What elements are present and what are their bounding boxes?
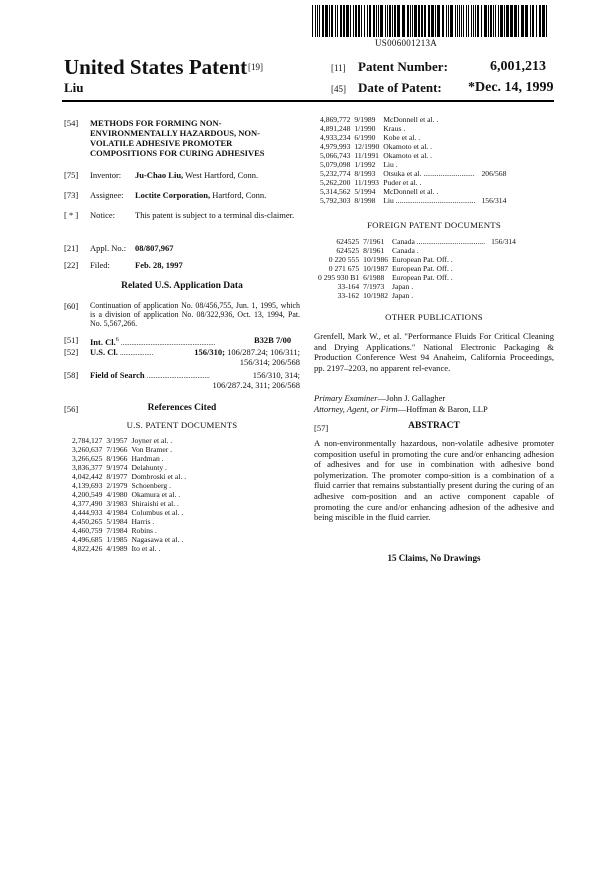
reference-class: [190, 454, 196, 463]
filed-label: Filed:: [90, 260, 110, 270]
reference-name: Otsuka et al. ...........................: [383, 169, 475, 178]
reference-number: 5,792,303: [320, 196, 351, 205]
foreign-heading: FOREIGN PATENT DOCUMENTS: [367, 220, 501, 230]
reference-number: 5,262,200: [320, 178, 351, 187]
reference-class: [479, 115, 510, 124]
reference-name: Joyner et al. .: [131, 436, 173, 445]
reference-number: 0 271 675: [328, 264, 360, 273]
reference-class: [479, 178, 510, 187]
reference-row: [320, 133, 510, 142]
us-refs-right-table: [320, 115, 510, 205]
primary-examiner-label: Primary Examiner: [314, 393, 378, 403]
reference-row: [318, 282, 520, 291]
reference-row: [72, 517, 196, 526]
reference-class: [489, 264, 520, 273]
reference-row: [320, 169, 510, 178]
reference-date: 4/1984: [106, 508, 128, 517]
reference-date: 1/1985: [106, 535, 128, 544]
inventor-location: West Hartford, Conn.: [185, 170, 259, 180]
reference-class: [190, 499, 196, 508]
reference-number: 3,266,625: [72, 454, 103, 463]
reference-name: Robins .: [131, 526, 157, 535]
reference-name: Japan .: [392, 291, 414, 300]
reference-date: 7/1966: [106, 445, 128, 454]
reference-row: [320, 196, 510, 205]
reference-date: 5/1984: [106, 517, 128, 526]
us-patent-heading: U.S. PATENT DOCUMENTS: [126, 420, 238, 430]
reference-row: [72, 481, 196, 490]
appl-label: Appl. No.:: [90, 243, 127, 253]
reference-name: European Pat. Off. .: [392, 264, 453, 273]
reference-row: [72, 499, 196, 508]
reference-date: 11/1991: [354, 151, 379, 160]
reference-class: [489, 273, 520, 282]
reference-class: 156/314: [491, 237, 516, 246]
other-publications-text: Grenfell, Mark W., et al. "Performance Fluids For Critical Cleaning and Drying Applications." National Electronic Packaging & Production Conference West 94 Anaheim, California Proceedings, pp. 2197–2203, no apparent rel-evance.: [314, 331, 554, 373]
field-45-code: [45]: [331, 84, 346, 94]
reference-class: [190, 436, 196, 445]
notice-label: Notice:: [90, 210, 116, 220]
reference-class: [190, 544, 196, 553]
reference-class: [489, 291, 520, 300]
reference-row: [72, 454, 196, 463]
patent-title: METHODS FOR FORMING NON-ENVIRONMENTALLY HAZARDOUS, NON-VOLATILE ADHESIVE PROMOTER COMPOSITIONS FOR CURING ADHESIVES: [90, 118, 265, 158]
reference-name: Liu .: [383, 160, 398, 169]
abstract-code: [57]: [314, 423, 329, 433]
reference-class: [190, 508, 196, 517]
reference-date: 1/1992: [354, 160, 376, 169]
reference-number: 0 220 555: [328, 255, 360, 264]
search-value1: 156/310, 314;: [252, 370, 300, 380]
uscl-label: U.S. Cl.: [90, 347, 118, 357]
reference-row: [72, 445, 196, 454]
reference-class: [190, 481, 196, 490]
barcode-number: US006001213A: [375, 38, 438, 48]
reference-date: 8/1977: [106, 472, 128, 481]
notice-code: [ * ]: [64, 210, 79, 220]
title-code: [54]: [64, 118, 79, 128]
reference-class: 206/568: [481, 169, 507, 178]
inventor-surname: Liu: [64, 80, 84, 95]
reference-class: 156/314: [481, 196, 507, 205]
reference-number: 33-164: [337, 282, 360, 291]
reference-row: [318, 255, 520, 264]
reference-number: 3,260,637: [72, 445, 103, 454]
reference-date: 7/1984: [106, 526, 128, 535]
reference-number: 624525: [336, 246, 360, 255]
reference-name: European Pat. Off. .: [392, 255, 453, 264]
attorney-name: —Hoffman & Baron, LLP: [397, 404, 488, 414]
assignee-name: Loctite Corporation,: [135, 190, 211, 200]
reference-name: Ito et al. .: [131, 544, 161, 553]
reference-number: 4,377,490: [72, 499, 103, 508]
reference-row: [318, 264, 520, 273]
uscl-code: [52]: [64, 347, 79, 357]
reference-row: [320, 124, 510, 133]
inventor-label: Inventor:: [90, 170, 122, 180]
reference-number: 4,042,442: [72, 472, 103, 481]
reference-date: 6/1988: [363, 273, 385, 282]
reference-row: [72, 463, 196, 472]
reference-date: 10/1987: [363, 264, 389, 273]
reference-class: [190, 535, 196, 544]
reference-number: 4,200,549: [72, 490, 103, 499]
reference-name: Okamoto et al. .: [383, 151, 432, 160]
reference-number: 5,079,098: [320, 160, 351, 169]
reference-name: Canada .: [392, 246, 419, 255]
reference-class: [190, 490, 196, 499]
other-publications-heading: OTHER PUBLICATIONS: [385, 312, 483, 322]
reference-row: [320, 187, 510, 196]
intcl-label: Int. Cl.: [90, 336, 116, 347]
reference-number: 0 295 930 B1: [318, 273, 360, 282]
field-11-code: [11]: [331, 63, 346, 73]
reference-date: 9/1974: [106, 463, 128, 472]
reference-name: McDonnell et al. .: [383, 115, 439, 124]
reference-name: Dombroski et al. .: [131, 472, 187, 481]
reference-date: 10/1982: [363, 291, 389, 300]
reference-date: 1/1990: [354, 124, 376, 133]
inventor-name: Ju-Chao Liu,: [135, 170, 184, 180]
reference-row: [72, 472, 196, 481]
foreign-refs-table: [318, 237, 520, 300]
reference-number: 2,784,127: [72, 436, 103, 445]
search-value2: 106/287.24, 311; 206/568: [212, 380, 300, 390]
reference-number: 4,139,693: [72, 481, 103, 490]
related-heading: Related U.S. Application Data: [121, 281, 243, 291]
uscl-value-main: 156/310;: [194, 347, 225, 357]
reference-date: 11/1993: [354, 178, 379, 187]
reference-number: 4,979,993: [320, 142, 351, 151]
abstract-text: A non-environmentally hazardous, non-volatile adhesive promoter composition useful in promoting the cure and/or enhancing adhesion of adhesives and for use in combination with adhesive bond polymerization. The promoter compo-sition is a combination of a fluid carrier that remains substantially present during the curing of an adhesive com-position and an active component capable of promoting the cure and/or enhancing adhesion of the adhesive and being miscible in the fluid carrier.: [314, 438, 554, 523]
assignee-code: [73]: [64, 190, 79, 200]
appl-number: 08/807,967: [135, 243, 174, 253]
reference-class: [479, 124, 510, 133]
reference-number: 624525: [336, 237, 360, 246]
reference-date: 7/1961: [363, 237, 385, 246]
related-code: [60]: [64, 301, 79, 311]
search-label: Field of Search: [90, 370, 145, 380]
reference-name: Hardman .: [131, 454, 164, 463]
reference-row: [72, 436, 196, 445]
country-title: United States Patent: [64, 55, 248, 79]
reference-number: 4,450,265: [72, 517, 103, 526]
reference-number: 4,496,685: [72, 535, 103, 544]
barcode: [312, 5, 550, 37]
reference-name: Nagasawa et al. .: [131, 535, 184, 544]
notice-text: This patent is subject to a terminal dis-claimer.: [135, 210, 295, 220]
reference-row: [320, 142, 510, 151]
reference-number: 4,933,234: [320, 133, 351, 142]
reference-date: 4/1989: [106, 544, 128, 553]
reference-date: 3/1957: [106, 436, 128, 445]
reference-date: 3/1983: [106, 499, 128, 508]
reference-row: [318, 237, 520, 246]
reference-name: Schoenberg .: [131, 481, 171, 490]
claims-summary: 15 Claims, No Drawings: [387, 553, 481, 563]
header-rule: [62, 100, 554, 102]
reference-name: Von Bramer .: [131, 445, 173, 454]
appl-code: [21]: [64, 243, 79, 253]
patent-number: 6,001,213: [490, 59, 546, 74]
assignee-location: Hartford, Conn.: [212, 190, 267, 200]
reference-number: 4,444,933: [72, 508, 103, 517]
reference-date: 2/1979: [106, 481, 128, 490]
reference-class: [489, 246, 520, 255]
reference-name: Puder et al. .: [383, 178, 422, 187]
reference-name: European Pat. Off. .: [392, 273, 453, 282]
patent-date: *Dec. 14, 1999: [468, 80, 554, 95]
reference-class: [489, 282, 520, 291]
intcl-value: B32B 7/00: [254, 335, 292, 345]
reference-name: Kraus .: [383, 124, 406, 133]
reference-name: Delahunty .: [131, 463, 167, 472]
reference-date: 4/1980: [106, 490, 128, 499]
reference-class: [479, 133, 510, 142]
filed-date: Feb. 28, 1997: [135, 260, 183, 270]
intcl-code: [51]: [64, 335, 79, 345]
reference-number: 5,314,562: [320, 187, 351, 196]
assignee-label: Assignee:: [90, 190, 124, 200]
uscl-value-rest: 106/287.24; 106/311;: [227, 347, 300, 357]
reference-class: [190, 463, 196, 472]
reference-class: [190, 472, 196, 481]
reference-class: [479, 187, 510, 196]
reference-date: 9/1989: [354, 115, 376, 124]
reference-row: [320, 178, 510, 187]
reference-date: 5/1994: [354, 187, 376, 196]
reference-number: 33-162: [337, 291, 360, 300]
reference-date: 8/1961: [363, 246, 385, 255]
reference-row: [318, 291, 520, 300]
reference-date: 10/1986: [363, 255, 389, 264]
reference-row: [72, 544, 196, 553]
intcl-sup: 6: [115, 337, 119, 343]
reference-row: [320, 151, 510, 160]
reference-name: Kobe et al. .: [383, 133, 421, 142]
reference-name: Canada ....................................: [392, 237, 486, 246]
reference-class: [479, 160, 510, 169]
related-text: Continuation of application No. 08/456,755, Jun. 1, 1995, which is a division of application No. 08/322,936, Oct. 13, 1994, Pat. No. 5,567,266.: [90, 301, 300, 329]
reference-row: [320, 115, 510, 124]
search-code: [58]: [64, 370, 79, 380]
reference-row: [318, 273, 520, 282]
patent-number-label: Patent Number:: [358, 59, 448, 74]
reference-class: [489, 255, 520, 264]
reference-date: 8/1993: [354, 169, 376, 178]
reference-row: [320, 160, 510, 169]
reference-date: 8/1998: [354, 196, 376, 205]
reference-name: Shiraishi et al. .: [131, 499, 179, 508]
reference-name: McDonnell et al. .: [383, 187, 439, 196]
reference-number: 3,836,377: [72, 463, 103, 472]
reference-class: [190, 517, 196, 526]
reference-name: Columbus et al. .: [131, 508, 184, 517]
reference-number: 4,891,248: [320, 124, 351, 133]
reference-date: 8/1966: [106, 454, 128, 463]
reference-number: 4,822,426: [72, 544, 103, 553]
reference-row: [72, 508, 196, 517]
inventor-code: [75]: [64, 170, 79, 180]
reference-name: Okamura et al. .: [131, 490, 181, 499]
abstract-heading: ABSTRACT: [408, 421, 460, 431]
reference-class: [190, 445, 196, 454]
kind-code: [19]: [248, 62, 263, 72]
reference-name: Japan .: [392, 282, 414, 291]
reference-row: [72, 490, 196, 499]
reference-number: 5,066,743: [320, 151, 351, 160]
reference-number: 4,869,772: [320, 115, 351, 124]
reference-number: 4,460,759: [72, 526, 103, 535]
intcl-dots: ......................................................: [120, 338, 216, 347]
date-label: Date of Patent:: [358, 80, 442, 95]
uscl-dots: ...................: [120, 349, 154, 357]
reference-class: [479, 142, 510, 151]
primary-examiner-name: —John J. Gallagher: [377, 393, 446, 403]
reference-name: Harris .: [131, 517, 155, 526]
filed-code: [22]: [64, 260, 79, 270]
reference-number: 5,232,774: [320, 169, 351, 178]
reference-class: [479, 151, 510, 160]
reference-row: [72, 535, 196, 544]
reference-date: 12/1990: [354, 142, 380, 151]
us-refs-left-table: [72, 436, 196, 553]
reference-class: [190, 526, 196, 535]
reference-date: 6/1990: [354, 133, 376, 142]
attorney-label: Attorney, Agent, or Firm: [314, 404, 398, 414]
uscl-value-rest2: 156/314; 206/568: [239, 357, 300, 367]
reference-name: Liu ..........................................: [383, 196, 476, 205]
refs-heading: References Cited: [147, 403, 217, 413]
reference-name: Okamoto et al. .: [383, 142, 432, 151]
reference-row: [72, 526, 196, 535]
refs-code: [56]: [64, 404, 79, 414]
reference-date: 7/1973: [363, 282, 385, 291]
search-dots: ....................................: [146, 372, 210, 380]
reference-row: [318, 246, 520, 255]
